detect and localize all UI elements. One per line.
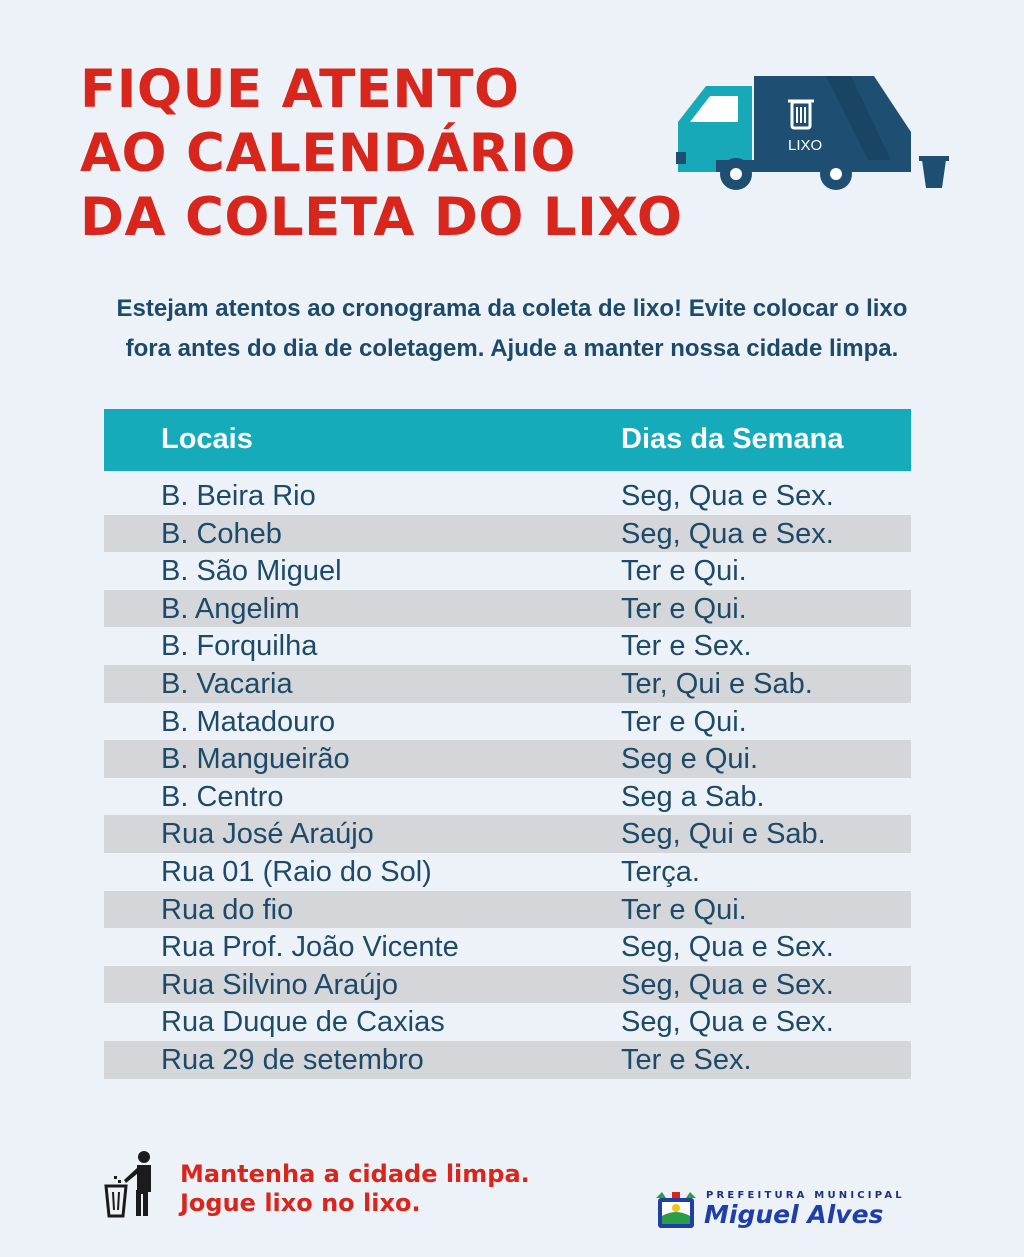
title-line: FIQUE ATENTO — [80, 59, 520, 120]
days-cell: Seg, Qua e Sex. — [621, 968, 834, 1001]
days-cell: Ter, Qui e Sab. — [621, 667, 813, 700]
table-row — [104, 740, 911, 778]
table-row — [104, 778, 911, 816]
table-body — [104, 477, 911, 1079]
table-row — [104, 1041, 911, 1079]
place-cell: B. Forquilha — [161, 630, 318, 663]
place-cell: B. São Miguel — [161, 555, 342, 588]
table-row — [104, 627, 911, 665]
place-cell: Rua José Araújo — [161, 818, 374, 851]
place-cell: Rua 01 (Raio do Sol) — [161, 855, 432, 888]
days-cell: Ter e Sex. — [621, 1043, 752, 1076]
intro-line: Estejam atentos ao cronograma da coleta de lixo! Evite colocar o lixo — [116, 295, 908, 322]
schedule-table — [104, 409, 911, 1079]
page-title — [80, 58, 682, 250]
table-header — [104, 409, 911, 471]
place-cell: B. Angelim — [161, 592, 300, 625]
place-cell: B. Mangueirão — [161, 743, 350, 776]
place-cell: B. Centro — [161, 780, 284, 813]
slogan-line: Jogue lixo no lixo. — [180, 1189, 421, 1217]
table-row — [104, 477, 911, 515]
header-places: Locais — [161, 423, 253, 455]
days-cell: Seg, Qua e Sex. — [621, 1006, 834, 1039]
place-cell: B. Matadouro — [161, 705, 336, 738]
days-cell: Ter e Sex. — [621, 630, 752, 663]
slogan-line: Mantenha a cidade limpa. — [180, 1160, 530, 1188]
days-cell: Terça. — [621, 855, 700, 888]
logo-subtitle: PREFEITURA MUNICIPAL — [706, 1190, 905, 1201]
place-cell: B. Beira Rio — [161, 480, 316, 512]
days-cell: Seg, Qua e Sex. — [621, 931, 834, 964]
logo-title: Miguel Alves — [704, 1200, 884, 1229]
truck-label: LIXO — [788, 137, 823, 154]
place-cell: Rua Prof. João Vicente — [161, 931, 459, 964]
table-row — [104, 703, 911, 741]
place-cell: Rua 29 de setembro — [161, 1043, 424, 1076]
title-line: DA COLETA DO LIXO — [80, 187, 683, 248]
place-cell: B. Vacaria — [161, 667, 293, 700]
place-cell: Rua Duque de Caxias — [161, 1006, 445, 1039]
table-row — [104, 815, 911, 853]
days-cell: Seg e Qui. — [621, 743, 759, 776]
garbage-truck-icon — [676, 74, 952, 192]
table-row — [104, 552, 911, 590]
place-cell: B. Coheb — [161, 517, 282, 550]
days-cell: Seg, Qua e Sex. — [621, 517, 834, 550]
days-cell: Seg, Qui e Sab. — [621, 818, 826, 851]
table-row — [104, 515, 911, 553]
intro-text — [60, 289, 964, 369]
days-cell: Ter e Qui. — [621, 555, 747, 588]
days-cell: Ter e Qui. — [621, 893, 747, 926]
intro-line: fora antes do dia de coletagem. Ajude a manter nossa cidade limpa. — [125, 335, 899, 362]
municipal-emblem-icon — [654, 1190, 698, 1230]
table-row — [104, 891, 911, 929]
slogan — [180, 1160, 530, 1218]
days-cell: Ter e Qui. — [621, 705, 747, 738]
header-days: Dias da Semana — [621, 423, 844, 455]
person-trash-bin-icon — [104, 1150, 156, 1218]
days-cell: Seg a Sab. — [621, 780, 765, 813]
days-cell: Ter e Qui. — [621, 592, 747, 625]
table-row — [104, 1003, 911, 1041]
title-line: AO CALENDÁRIO — [80, 123, 576, 184]
table-row — [104, 966, 911, 1004]
table-row — [104, 590, 911, 628]
days-cell: Seg, Qua e Sex. — [621, 480, 834, 512]
place-cell: Rua Silvino Araújo — [161, 968, 398, 1001]
table-row — [104, 853, 911, 891]
table-row — [104, 928, 911, 966]
prefeitura-logo — [654, 1186, 904, 1234]
table-row — [104, 665, 911, 703]
place-cell: Rua do fio — [161, 893, 294, 926]
